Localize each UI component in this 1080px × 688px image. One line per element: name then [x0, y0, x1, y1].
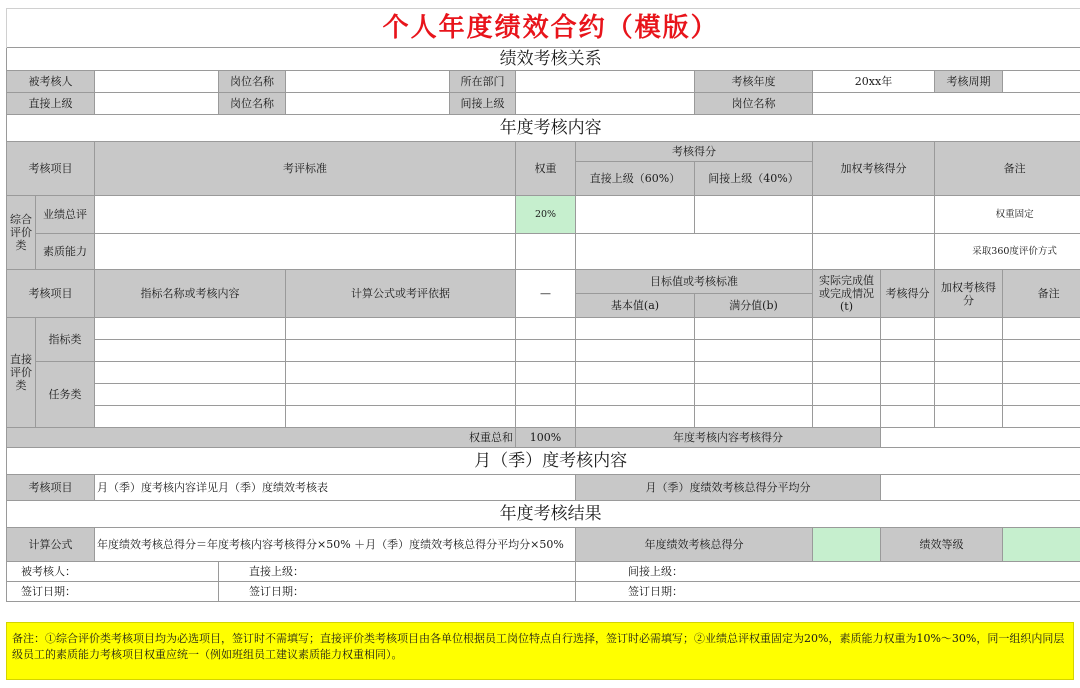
- perf-direct-score[interactable]: [576, 196, 695, 234]
- position-label-1: 岗位名称: [219, 71, 286, 93]
- p1-remark-header: 备注: [935, 142, 1080, 196]
- indicator-type-label: 指标类: [36, 318, 95, 362]
- indicator-row-1-weight[interactable]: [516, 318, 576, 340]
- p1-direct-header: 直接上级（60%）: [576, 162, 695, 196]
- indicator-row-1-actual[interactable]: [813, 318, 881, 340]
- task-row-3-score[interactable]: [881, 406, 935, 428]
- p2-score-header: 考核得分: [881, 270, 935, 318]
- quality-weight-cell[interactable]: [516, 234, 576, 270]
- position-input-2[interactable]: [286, 93, 450, 115]
- indicator-row-1-name[interactable]: [95, 318, 286, 340]
- perf-summary-label: 业绩总评: [36, 196, 95, 234]
- indicator-row-2-weight[interactable]: [516, 340, 576, 362]
- p2-actual-header: 实际完成值或完成情况(t): [813, 270, 881, 318]
- monthly-avg-value[interactable]: [881, 475, 1080, 501]
- task-row-2-full[interactable]: [695, 384, 813, 406]
- task-row-2-formula[interactable]: [286, 384, 516, 406]
- department-label: 所在部门: [450, 71, 516, 93]
- direct-group-label: 直接评价类: [7, 318, 36, 428]
- year-value[interactable]: 20xx年: [813, 71, 935, 93]
- p1-weighted-header: 加权考核得分: [813, 142, 935, 196]
- monthly-item-label: 考核项目: [7, 475, 95, 501]
- task-row-2-weight[interactable]: [516, 384, 576, 406]
- quality-score-cell[interactable]: [576, 234, 813, 270]
- position-label-3: 岗位名称: [695, 93, 813, 115]
- sign-indirect[interactable]: 间接上级：: [576, 562, 1080, 582]
- perf-weighted-score[interactable]: [813, 196, 935, 234]
- task-row-1-weight[interactable]: [516, 362, 576, 384]
- quality-remark: 采取360度评价方式: [935, 234, 1080, 270]
- task-row-3-name[interactable]: [95, 406, 286, 428]
- period-input[interactable]: [1003, 71, 1080, 93]
- indicator-row-1-remark[interactable]: [1003, 318, 1080, 340]
- weight-sum-label: 权重总和: [7, 428, 516, 448]
- weight-sum-value: 100%: [516, 428, 576, 448]
- perf-remark: 权重固定: [935, 196, 1080, 234]
- direct-superior-input[interactable]: [95, 93, 219, 115]
- perf-standard-cell[interactable]: [95, 196, 516, 234]
- sign-date-1[interactable]: 签订日期：: [7, 582, 219, 602]
- indicator-row-1-weighted[interactable]: [935, 318, 1003, 340]
- page-title: 个人年度绩效合约（模版）: [7, 9, 1080, 48]
- p2-indicator-header: 指标名称或考核内容: [95, 270, 286, 318]
- performance-contract-sheet: [6, 8, 1074, 602]
- contract-table: [6, 8, 1080, 602]
- p2-weighted-header: 加权考核得分: [935, 270, 1003, 318]
- task-row-1-remark[interactable]: [1003, 362, 1080, 384]
- task-row-1-score[interactable]: [881, 362, 935, 384]
- task-row-1-actual[interactable]: [813, 362, 881, 384]
- total-score-label: 年度绩效考核总得分: [576, 528, 813, 562]
- period-label: 考核周期: [935, 71, 1003, 93]
- sign-direct[interactable]: 直接上级：: [219, 562, 576, 582]
- task-row-1-weighted[interactable]: [935, 362, 1003, 384]
- task-type-label: 任务类: [36, 362, 95, 428]
- position-input-1[interactable]: [286, 71, 450, 93]
- task-row-3-actual[interactable]: [813, 406, 881, 428]
- section-monthly-content: 月（季）度考核内容: [7, 448, 1080, 475]
- monthly-avg-label: 月（季）度绩效考核总得分平均分: [576, 475, 881, 501]
- p1-standard-header: 考评标准: [95, 142, 516, 196]
- p2-remark-header: 备注: [1003, 270, 1080, 318]
- task-row-1-full[interactable]: [695, 362, 813, 384]
- indirect-superior-label: 间接上级: [450, 93, 516, 115]
- sign-date-3[interactable]: 签订日期：: [576, 582, 1080, 602]
- sign-date-2[interactable]: 签订日期：: [219, 582, 576, 602]
- task-row-2-weighted[interactable]: [935, 384, 1003, 406]
- p2-dash: —: [516, 270, 576, 318]
- task-row-1-formula[interactable]: [286, 362, 516, 384]
- indicator-row-2-remark[interactable]: [1003, 340, 1080, 362]
- section-relation: 绩效考核关系: [7, 48, 1080, 71]
- quality-label: 素质能力: [36, 234, 95, 270]
- p2-target-header: 目标值或考核标准: [576, 270, 813, 294]
- task-row-3-remark[interactable]: [1003, 406, 1080, 428]
- indicator-row-2-weighted[interactable]: [935, 340, 1003, 362]
- indicator-row-1-formula[interactable]: [286, 318, 516, 340]
- total-score-value[interactable]: [813, 528, 881, 562]
- quality-weighted-score[interactable]: [813, 234, 935, 270]
- task-row-3-basic[interactable]: [576, 406, 695, 428]
- year-label: 考核年度: [695, 71, 813, 93]
- perf-weight-cell[interactable]: 20%: [516, 196, 576, 234]
- p2-full-header: 满分值(b): [695, 294, 813, 318]
- indicator-row-2-name[interactable]: [95, 340, 286, 362]
- examinee-label: 被考核人: [7, 71, 95, 93]
- department-input[interactable]: [516, 71, 695, 93]
- indicator-row-2-score[interactable]: [881, 340, 935, 362]
- task-row-2-score[interactable]: [881, 384, 935, 406]
- annual-content-score-label: 年度考核内容考核得分: [576, 428, 881, 448]
- footer-note: 备注：①综合评价类考核项目均为必选项目，签订时不需填写；直接评价类考核项目由各单位根据员工岗位特点自行选择，签订时必需填写；②业绩总评权重固定为20%，素质能力权重为10%～30%，同一组织内同层级员工的素质能力考核项目权重应统一（例如班组员工建议素质能力权重相同）。: [6, 622, 1074, 680]
- perf-indirect-score[interactable]: [695, 196, 813, 234]
- sign-examinee[interactable]: 被考核人：: [7, 562, 219, 582]
- indicator-row-2-basic[interactable]: [576, 340, 695, 362]
- formula-text: 年度绩效考核总得分＝年度考核内容考核得分×50% ＋月（季）度绩效考核总得分平均分×50%: [95, 528, 576, 562]
- grade-value[interactable]: [1003, 528, 1080, 562]
- section-annual-content: 年度考核内容: [7, 115, 1080, 142]
- indirect-superior-input[interactable]: [516, 93, 695, 115]
- task-row-2-remark[interactable]: [1003, 384, 1080, 406]
- task-row-2-actual[interactable]: [813, 384, 881, 406]
- task-row-3-formula[interactable]: [286, 406, 516, 428]
- task-row-3-weight[interactable]: [516, 406, 576, 428]
- grade-label: 绩效等级: [881, 528, 1003, 562]
- p2-formula-header: 计算公式或考评依据: [286, 270, 516, 318]
- position-input-3[interactable]: [813, 93, 1080, 115]
- indicator-row-1-basic[interactable]: [576, 318, 695, 340]
- position-label-2: 岗位名称: [219, 93, 286, 115]
- task-row-3-full[interactable]: [695, 406, 813, 428]
- annual-content-score-value[interactable]: [881, 428, 1080, 448]
- p2-basic-header: 基本值(a): [576, 294, 695, 318]
- indicator-row-2-actual[interactable]: [813, 340, 881, 362]
- p2-item-header: 考核项目: [7, 270, 95, 318]
- indicator-row-2-full[interactable]: [695, 340, 813, 362]
- task-row-3-weighted[interactable]: [935, 406, 1003, 428]
- task-row-1-name[interactable]: [95, 362, 286, 384]
- indicator-row-1-full[interactable]: [695, 318, 813, 340]
- p1-indirect-header: 间接上级（40%）: [695, 162, 813, 196]
- p1-item-header: 考核项目: [7, 142, 95, 196]
- section-annual-result: 年度考核结果: [7, 501, 1080, 528]
- examinee-input[interactable]: [95, 71, 219, 93]
- task-row-1-basic[interactable]: [576, 362, 695, 384]
- monthly-content-text: 月（季）度考核内容详见月（季）度绩效考核表: [95, 475, 576, 501]
- indicator-row-2-formula[interactable]: [286, 340, 516, 362]
- quality-standard-cell[interactable]: [95, 234, 516, 270]
- direct-superior-label: 直接上级: [7, 93, 95, 115]
- formula-label: 计算公式: [7, 528, 95, 562]
- indicator-row-1-score[interactable]: [881, 318, 935, 340]
- comprehensive-group-label: 综合评价类: [7, 196, 36, 270]
- task-row-2-name[interactable]: [95, 384, 286, 406]
- task-row-2-basic[interactable]: [576, 384, 695, 406]
- p1-score-header: 考核得分: [576, 142, 813, 162]
- p1-weight-header: 权重: [516, 142, 576, 196]
